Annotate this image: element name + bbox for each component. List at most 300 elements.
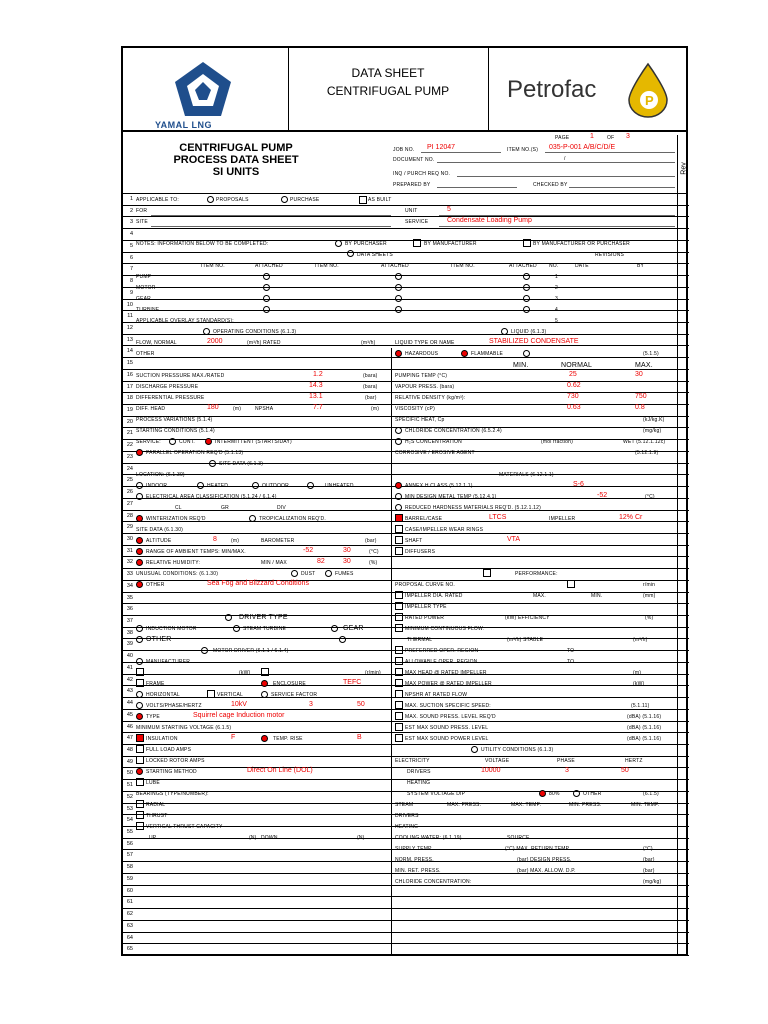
viscosity-label: VISCOSITY (cP) bbox=[395, 406, 435, 412]
wear-rings-checkbox[interactable] bbox=[395, 525, 403, 533]
rev-cell bbox=[678, 827, 689, 839]
impeller-dia-checkbox[interactable] bbox=[395, 591, 403, 599]
row-number: 13 bbox=[126, 336, 133, 343]
unit-label: UNIT bbox=[405, 208, 418, 214]
attached-radio[interactable] bbox=[523, 284, 530, 291]
row-number: 64 bbox=[126, 934, 133, 941]
rev-no-3: 3 bbox=[555, 296, 558, 302]
steam-min-press: MIN. PRESS. bbox=[569, 802, 602, 808]
site-data-radio[interactable] bbox=[209, 460, 216, 467]
row-number: 42 bbox=[126, 676, 133, 683]
discharge-pressure-value: 14.3 bbox=[309, 382, 323, 389]
indoor-radio[interactable] bbox=[136, 482, 143, 489]
thermal-label: THERMAL bbox=[407, 637, 433, 643]
rev-cell bbox=[678, 358, 689, 370]
rmin-checkbox[interactable] bbox=[261, 668, 269, 676]
row-number: 29 bbox=[126, 524, 133, 531]
rev-cell bbox=[678, 710, 689, 722]
humidity-label: RELATIVE HUMIDITY: bbox=[146, 560, 201, 566]
rev-cell bbox=[678, 264, 689, 276]
proposal-curve-checkbox[interactable] bbox=[567, 580, 575, 588]
attached-radio[interactable] bbox=[263, 273, 270, 280]
locked-rotor-checkbox[interactable] bbox=[136, 756, 144, 764]
rev-cell bbox=[678, 557, 689, 569]
insulation-value: F bbox=[231, 734, 236, 741]
max-power-label: MAX POWER @ RATED IMPELLER bbox=[405, 681, 492, 687]
dip-80-radio[interactable] bbox=[539, 790, 546, 797]
temp-rise-radio[interactable] bbox=[261, 735, 268, 742]
datasheet-grid bbox=[121, 194, 688, 956]
rev-cell bbox=[678, 628, 689, 640]
petrofac-cell bbox=[489, 46, 686, 130]
rev-cell bbox=[678, 499, 689, 511]
row-number: 55 bbox=[126, 829, 133, 836]
rated-power-label: RATED POWER bbox=[405, 615, 445, 621]
performance-checkbox[interactable] bbox=[483, 569, 491, 577]
rated-power-checkbox[interactable] bbox=[395, 613, 403, 621]
phase-value: 3 bbox=[309, 701, 313, 708]
liquid-radio[interactable] bbox=[501, 328, 508, 335]
reduced-hardness-label: REDUCED HARDNESS MATERIALS REQ'D. (5.12.1.12) bbox=[405, 505, 542, 511]
attached-radio[interactable] bbox=[395, 306, 402, 313]
row-number: 37 bbox=[126, 618, 133, 625]
rev-cell bbox=[678, 792, 689, 804]
rev-cell bbox=[678, 897, 689, 909]
steam-turbine-radio[interactable] bbox=[233, 625, 240, 632]
rev-cell bbox=[678, 452, 689, 464]
radial-label: RADIAL bbox=[146, 802, 166, 808]
insulation-label: INSULATION bbox=[146, 736, 178, 742]
row-number: 4 bbox=[129, 231, 133, 238]
rev-cell bbox=[678, 698, 689, 710]
parallel-operation-label: PARALLEL OPERATION REQ'D (5.1.13) bbox=[146, 450, 244, 456]
npshr-checkbox[interactable] bbox=[395, 690, 403, 698]
utility-radio[interactable] bbox=[471, 746, 478, 753]
row-number: 30 bbox=[126, 535, 133, 542]
drivers-phase: 3 bbox=[565, 767, 569, 774]
service-label: SERVICE bbox=[405, 219, 429, 225]
svg-text:P: P bbox=[645, 93, 654, 108]
max-return-temp-unit: (°C) bbox=[643, 846, 653, 852]
humidity-radio[interactable] bbox=[136, 559, 143, 566]
rev-cell bbox=[678, 253, 689, 265]
other-driver-radio[interactable] bbox=[136, 636, 143, 643]
min-design-temp-unit: (°C) bbox=[645, 494, 655, 500]
chloride-radio[interactable] bbox=[395, 427, 402, 434]
rev-no-4: 4 bbox=[555, 307, 558, 313]
tropicalization-label: TROPICALIZATION REQ'D. bbox=[259, 516, 326, 522]
performance-label: PERFORMANCE: bbox=[515, 571, 558, 577]
rev-cell bbox=[678, 370, 689, 382]
data-sheets-label: DATA SHEETS bbox=[357, 252, 393, 258]
barrel-case-checkbox[interactable] bbox=[395, 514, 403, 522]
by-mfr-or-purchaser-label: BY MANUFACTURER OR PURCHASER bbox=[533, 241, 630, 247]
row-number: 50 bbox=[126, 770, 133, 777]
ambient-temps-radio[interactable] bbox=[136, 548, 143, 555]
down-label: DOWN bbox=[261, 835, 278, 841]
dip-80-label: 80% bbox=[549, 791, 560, 797]
humidity-unit: (%) bbox=[369, 560, 378, 566]
viscosity-normal: 0.63 bbox=[567, 404, 581, 411]
unit-value: 5 bbox=[447, 206, 451, 213]
min-starting-voltage-label: MINIMUM STARTING VOLTAGE (6.1.5) bbox=[136, 725, 232, 731]
altitude-radio[interactable] bbox=[136, 537, 143, 544]
impeller-dia-unit: (mm) bbox=[643, 593, 656, 599]
flammable-radio[interactable] bbox=[461, 350, 468, 357]
altitude-unit: (m) bbox=[231, 538, 240, 544]
form-row bbox=[121, 358, 677, 370]
rev-cell bbox=[678, 581, 689, 593]
specific-heat-label: SPECIFIC HEAT, Cp bbox=[395, 417, 445, 423]
div-label: DIV bbox=[277, 505, 286, 511]
induction-motor-radio[interactable] bbox=[136, 625, 143, 632]
gear-label: GEAR bbox=[136, 296, 151, 302]
row-number: 10 bbox=[126, 301, 133, 308]
volts-radio[interactable] bbox=[136, 702, 143, 709]
row-number: 44 bbox=[126, 700, 133, 707]
by-header: BY bbox=[637, 263, 645, 269]
form-row bbox=[121, 464, 677, 476]
liquid-label: LIQUID (6.1.3) bbox=[511, 329, 547, 335]
dip-ref: (6.1.5) bbox=[643, 791, 659, 797]
gear-radio[interactable] bbox=[331, 625, 338, 632]
starting-method-radio[interactable] bbox=[136, 768, 143, 775]
rev-cell bbox=[678, 288, 689, 300]
full-load-amps-checkbox[interactable] bbox=[136, 745, 144, 753]
rev-cell bbox=[678, 921, 689, 933]
est-sound-press-checkbox[interactable] bbox=[395, 723, 403, 731]
dip-other-radio[interactable] bbox=[573, 790, 580, 797]
rev-cell bbox=[678, 276, 689, 288]
allowable-region-checkbox[interactable] bbox=[395, 657, 403, 665]
other-liquid-radio[interactable] bbox=[523, 350, 530, 357]
rev-cell bbox=[678, 382, 689, 394]
rev-cell bbox=[678, 874, 689, 886]
intermittent-radio[interactable] bbox=[205, 438, 212, 445]
pumping-temp-normal: 25 bbox=[569, 371, 577, 378]
est-sound-power-checkbox[interactable] bbox=[395, 734, 403, 742]
hazardous-label: HAZARDOUS bbox=[405, 351, 439, 357]
normal-header: NORMAL bbox=[561, 362, 593, 369]
by-mfr-or-purchaser-checkbox[interactable] bbox=[523, 239, 531, 247]
by-manufacturer-checkbox[interactable] bbox=[413, 239, 421, 247]
max-sound-checkbox[interactable] bbox=[395, 712, 403, 720]
other-driver-label: OTHER bbox=[146, 636, 172, 643]
manufacturer-radio[interactable] bbox=[136, 658, 143, 665]
prepared-label: PREPARED BY bbox=[393, 182, 431, 188]
motor-driver-radio[interactable] bbox=[201, 647, 208, 654]
operating-conditions-radio[interactable] bbox=[203, 328, 210, 335]
temp-rise-label: TEMP. RISE bbox=[273, 736, 303, 742]
max-suction-checkbox[interactable] bbox=[395, 701, 403, 709]
ambient-unit: (°C) bbox=[369, 549, 379, 555]
asbuilt-checkbox[interactable] bbox=[359, 196, 367, 204]
enclosure-value: TEFC bbox=[343, 679, 362, 686]
h2s-wet: WET (5.12.1.12c) bbox=[623, 439, 666, 445]
petrofac-name: Petrofac bbox=[507, 76, 597, 103]
impeller-value: 12% Cr bbox=[619, 514, 643, 521]
efficiency-label: (kW) EFFICIENCY bbox=[505, 615, 550, 621]
row-number: 61 bbox=[126, 899, 133, 906]
inq-label: INQ / PURCH REQ NO. bbox=[393, 171, 451, 177]
unheated-radio[interactable] bbox=[307, 482, 314, 489]
induction-motor-label: INDUCTION MOTOR bbox=[146, 626, 197, 632]
row-number: 23 bbox=[126, 453, 133, 460]
proposals-radio[interactable] bbox=[207, 196, 214, 203]
other-driver-radio-2[interactable] bbox=[339, 636, 346, 643]
max-power-checkbox[interactable] bbox=[395, 679, 403, 687]
row-number: 40 bbox=[126, 653, 133, 660]
rev-cell bbox=[678, 475, 689, 487]
attached-radio[interactable] bbox=[263, 284, 270, 291]
shaft-label: SHAFT bbox=[405, 538, 423, 544]
horizontal-radio[interactable] bbox=[136, 691, 143, 698]
row-number: 53 bbox=[126, 805, 133, 812]
ambient-min-value: -52 bbox=[303, 547, 314, 554]
other-site-radio[interactable] bbox=[136, 581, 143, 588]
form-row bbox=[121, 886, 677, 898]
flow-rated-label: (m³/h) RATED bbox=[247, 340, 281, 346]
diff-head-label: DIFF. HEAD bbox=[136, 406, 166, 412]
page-label: PAGE bbox=[555, 135, 570, 141]
header bbox=[121, 46, 688, 132]
row-number: 33 bbox=[126, 571, 133, 578]
temp-rise-value: B bbox=[357, 734, 362, 741]
rev-cell bbox=[678, 440, 689, 452]
date-header: DATE bbox=[575, 263, 589, 269]
row-number: 28 bbox=[126, 512, 133, 519]
chloride-unit: (mg/kg) bbox=[643, 428, 662, 434]
of-label: OF bbox=[607, 135, 615, 141]
stable-unit: (m³/h) bbox=[633, 637, 648, 643]
frame-label: FRAME bbox=[146, 681, 165, 687]
discharge-pressure-unit: (bara) bbox=[363, 384, 378, 390]
diff-head-value: 180 bbox=[207, 404, 219, 411]
dust-radio[interactable] bbox=[291, 570, 298, 577]
rev-cell bbox=[678, 675, 689, 687]
vertical-thrust-checkbox[interactable] bbox=[136, 822, 144, 830]
row-number: 6 bbox=[129, 254, 133, 261]
min-ret-press-label: MIN. RET. PRESS. bbox=[395, 868, 441, 874]
rev-cell bbox=[678, 194, 689, 206]
max-sound-label: MAX. SOUND PRESS. LEVEL REQ'D bbox=[405, 714, 496, 720]
flow-normal-label: FLOW, NORMAL bbox=[136, 340, 177, 346]
frame-checkbox[interactable] bbox=[136, 679, 144, 687]
electrical-area-radio[interactable] bbox=[136, 493, 143, 500]
humidity-max-value: 30 bbox=[343, 558, 351, 565]
insulation-checkbox[interactable] bbox=[136, 734, 144, 742]
max-head-checkbox[interactable] bbox=[395, 668, 403, 676]
est-sound-press-unit: (dBA) (5.1.16) bbox=[627, 725, 662, 731]
other-label: OTHER bbox=[136, 351, 155, 357]
min-cont-flow-checkbox[interactable] bbox=[395, 624, 403, 632]
attached-radio[interactable] bbox=[395, 284, 402, 291]
by-purchaser-radio[interactable] bbox=[335, 240, 342, 247]
preferred-region-checkbox[interactable] bbox=[395, 646, 403, 654]
dust-label: DUST bbox=[301, 571, 316, 577]
ref-515: (5.1.5) bbox=[643, 351, 659, 357]
h2s-radio[interactable] bbox=[395, 438, 402, 445]
row-number: 12 bbox=[126, 324, 133, 331]
altitude-value: 8 bbox=[213, 536, 217, 543]
row-number: 24 bbox=[126, 465, 133, 472]
altitude-label: ALTITUDE bbox=[146, 538, 172, 544]
row-number: 49 bbox=[126, 758, 133, 765]
row-number: 47 bbox=[126, 735, 133, 742]
rev-cell bbox=[678, 417, 689, 429]
suction-pressure-value: 1.2 bbox=[313, 371, 323, 378]
rev-column bbox=[677, 194, 689, 956]
item-number: 035-P-001 A/B/C/D/E bbox=[549, 144, 616, 151]
proposal-curve-label: PROPOSAL CURVE NO. bbox=[395, 582, 456, 588]
item-label: ITEM NO.(S) bbox=[507, 147, 539, 153]
row-number: 2 bbox=[129, 207, 133, 214]
supply-temp-label: SUPPLY TEMP. bbox=[395, 846, 433, 852]
row-number: 9 bbox=[129, 289, 133, 296]
dip-other-label: OTHER bbox=[583, 791, 602, 797]
attached-radio[interactable] bbox=[263, 306, 270, 313]
outdoor-label: OUTDOOR bbox=[262, 483, 289, 489]
lube-checkbox[interactable] bbox=[136, 778, 144, 786]
steam-min-temp: MIN. TEMP. bbox=[631, 802, 660, 808]
max-head-label: MAX HEAD @ RATED IMPELLER bbox=[405, 670, 487, 676]
steam-turbine-label: STEAM TURBINE bbox=[243, 626, 287, 632]
phase-header: PHASE bbox=[557, 758, 575, 764]
row-number: 62 bbox=[126, 911, 133, 918]
row-number: 58 bbox=[126, 864, 133, 871]
row-number: 31 bbox=[126, 547, 133, 554]
notes-label: NOTES: INFORMATION BELOW TO BE COMPLETED: bbox=[136, 241, 269, 247]
annex-h-label: ANNEX H CLASS (5.12.1.1) bbox=[405, 483, 473, 489]
thrust-checkbox[interactable] bbox=[136, 811, 144, 819]
motor-type-label: TYPE bbox=[146, 714, 160, 720]
form-row bbox=[121, 933, 677, 945]
attached-radio[interactable] bbox=[523, 273, 530, 280]
row-number: 7 bbox=[129, 266, 133, 273]
h2s-label: H₂S CONCENTRATION bbox=[405, 439, 462, 445]
rev-cell bbox=[678, 311, 689, 323]
driver-type-label: DRIVER TYPE bbox=[239, 614, 288, 621]
motor-type-radio[interactable] bbox=[136, 713, 143, 720]
asbuilt-label: AS BUILT bbox=[368, 197, 392, 203]
vapour-press-label: VAPOUR PRESS. (bara) bbox=[395, 384, 455, 390]
flammable-label: FLAMMABLE bbox=[471, 351, 504, 357]
attached-radio[interactable] bbox=[263, 295, 270, 302]
indoor-label: INDOOR bbox=[146, 483, 168, 489]
max-power-unit: (kW) bbox=[633, 681, 645, 687]
volts-label: VOLTS/PHASE/HERTZ bbox=[146, 703, 202, 709]
rev-cell bbox=[678, 217, 689, 229]
differential-pressure-unit: (bar) bbox=[365, 395, 377, 401]
attached-radio[interactable] bbox=[395, 295, 402, 302]
row-number: 63 bbox=[126, 922, 133, 929]
row-number: 59 bbox=[126, 875, 133, 882]
diffusers-checkbox[interactable] bbox=[395, 547, 403, 555]
steam-heating-label: HEATING bbox=[395, 824, 419, 830]
motor-driver-label: MOTOR DRIVER (6.1.1 / 6.1.4) bbox=[213, 648, 289, 654]
row-number: 39 bbox=[126, 641, 133, 648]
service-value: Condensate Loading Pump bbox=[447, 217, 532, 224]
process-variations-label: PROCESS VARIATIONS (5.1.4) bbox=[136, 417, 213, 423]
row-number: 32 bbox=[126, 559, 133, 566]
center-divider bbox=[391, 348, 392, 956]
driver-type-radio[interactable] bbox=[225, 614, 232, 621]
min-design-temp-radio[interactable] bbox=[395, 493, 402, 500]
title-line2: CENTRIFUGAL PUMP bbox=[326, 84, 450, 98]
yamal-logo-text: YAMAL LNG bbox=[155, 120, 213, 130]
purchase-radio[interactable] bbox=[281, 196, 288, 203]
unheated-label: UNHEATED bbox=[325, 483, 354, 489]
row-number: 54 bbox=[126, 817, 133, 824]
stable-label: (m³/h) STABLE bbox=[507, 637, 544, 643]
max-suction-ref: (5.1.11) bbox=[631, 703, 650, 709]
radial-checkbox[interactable] bbox=[136, 800, 144, 808]
min-header: MIN. bbox=[513, 362, 529, 369]
up-unit: (N) bbox=[249, 835, 257, 841]
row-number: 20 bbox=[126, 418, 133, 425]
parallel-operation-radio[interactable] bbox=[136, 449, 143, 456]
row-number: 22 bbox=[126, 442, 133, 449]
yamal-logo-icon bbox=[171, 60, 235, 120]
attached-header-3: ATTACHED bbox=[509, 263, 537, 269]
kw-checkbox[interactable] bbox=[136, 668, 144, 676]
vertical-checkbox[interactable] bbox=[207, 690, 215, 698]
heated-radio[interactable] bbox=[197, 482, 204, 489]
fumes-radio[interactable] bbox=[325, 570, 332, 577]
winterization-radio[interactable] bbox=[136, 515, 143, 522]
form-row bbox=[121, 944, 677, 956]
shaft-checkbox[interactable] bbox=[395, 536, 403, 544]
cooling-water-label: COOLING WATER: (6.1.19) bbox=[395, 835, 462, 841]
steam-max-temp: MAX. TEMP. bbox=[511, 802, 542, 808]
impeller-label: IMPELLER bbox=[549, 516, 576, 522]
rev-cell bbox=[678, 569, 689, 581]
rev-cell bbox=[678, 639, 689, 651]
reduced-hardness-radio[interactable] bbox=[395, 504, 402, 511]
yamal-logo-cell bbox=[121, 46, 289, 130]
attached-radio[interactable] bbox=[523, 295, 530, 302]
locked-rotor-label: LOCKED ROTOR AMPS bbox=[146, 758, 205, 764]
volts-value: 10kV bbox=[231, 701, 247, 708]
hertz-header: HERTZ bbox=[625, 758, 643, 764]
job-label: JOB NO. bbox=[393, 147, 415, 153]
service-factor-radio[interactable] bbox=[261, 691, 268, 698]
cont-radio[interactable] bbox=[169, 438, 176, 445]
row-number: 43 bbox=[126, 688, 133, 695]
row-number: 57 bbox=[126, 852, 133, 859]
kw-unit: (kW) bbox=[239, 670, 251, 676]
annex-h-radio[interactable] bbox=[395, 482, 402, 489]
design-press-unit: (bar) bbox=[643, 857, 655, 863]
impeller-type-checkbox[interactable] bbox=[395, 602, 403, 610]
row-number: 19 bbox=[126, 407, 133, 413]
hazardous-radio[interactable] bbox=[395, 350, 402, 357]
motor-label: MOTOR bbox=[136, 285, 156, 291]
proposal-curve-unit: r/min bbox=[643, 582, 656, 588]
tropicalization-radio[interactable] bbox=[249, 515, 256, 522]
row-number: 35 bbox=[126, 594, 133, 601]
data-sheets-radio[interactable] bbox=[347, 250, 354, 257]
rev-cell bbox=[678, 651, 689, 663]
enclosure-radio[interactable] bbox=[261, 680, 268, 687]
row-number: 17 bbox=[126, 383, 133, 390]
title-line1: DATA SHEET bbox=[351, 66, 425, 80]
suction-pressure-label: SUCTION PRESSURE MAX./RATED bbox=[136, 373, 225, 379]
attached-radio[interactable] bbox=[523, 306, 530, 313]
outdoor-radio[interactable] bbox=[252, 482, 259, 489]
rev-no-5: 5 bbox=[555, 318, 558, 324]
attached-radio[interactable] bbox=[395, 273, 402, 280]
